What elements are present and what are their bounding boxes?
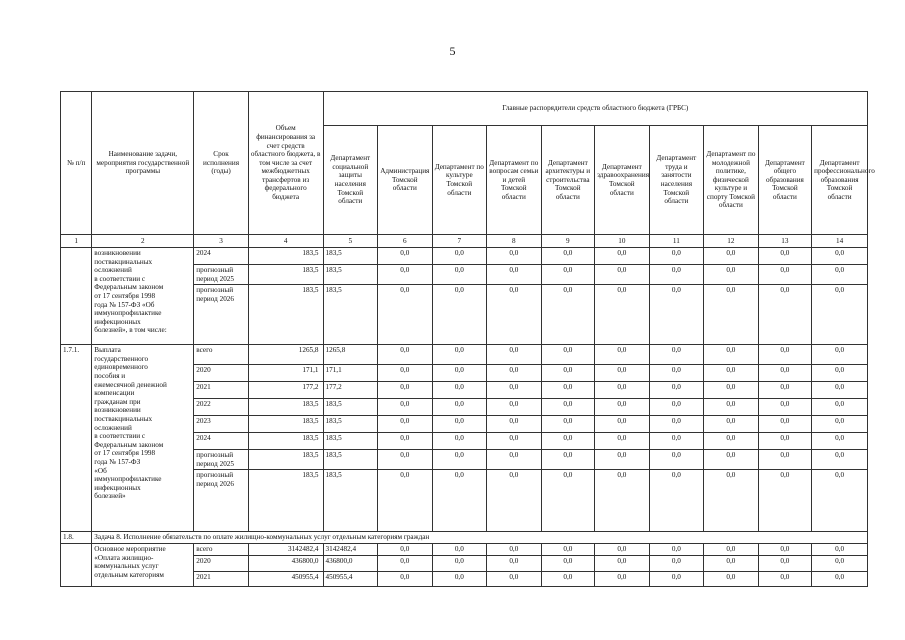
value-cell: 450955,4: [323, 571, 378, 586]
value-cell: 183,5: [323, 450, 378, 470]
value-cell: 183,5: [323, 285, 378, 345]
value-cell: 0,0: [432, 248, 487, 265]
volume-cell: 183,5: [248, 399, 323, 416]
row-number: 1.8.: [61, 532, 92, 544]
value-cell: 0,0: [432, 365, 487, 382]
value-cell: 0,0: [432, 543, 487, 555]
value-cell: 183,5: [323, 248, 378, 265]
volume-cell: 183,5: [248, 265, 323, 285]
value-cell: 171,1: [323, 365, 378, 382]
value-cell: 0,0: [378, 399, 433, 416]
row-number: [61, 248, 92, 345]
header-grbs-col: Департамент по молодежной политике, физической культуре и спорту Томской области: [704, 126, 759, 235]
term-cell: 2021: [194, 382, 249, 399]
volume-cell: 183,5: [248, 248, 323, 265]
value-cell: 183,5: [323, 470, 378, 532]
column-number: 3: [194, 235, 249, 248]
value-cell: 0,0: [432, 416, 487, 433]
value-cell: 0,0: [487, 571, 542, 586]
volume-cell: 436800,0: [248, 555, 323, 571]
value-cell: 0,0: [487, 450, 542, 470]
value-cell: 0,0: [595, 433, 650, 450]
column-number: 10: [595, 235, 650, 248]
value-cell: 0,0: [812, 285, 868, 345]
value-cell: 0,0: [378, 345, 433, 365]
term-cell: 2024: [194, 433, 249, 450]
column-number: 7: [432, 235, 487, 248]
value-cell: 0,0: [487, 365, 542, 382]
value-cell: 183,5: [323, 416, 378, 433]
value-cell: 0,0: [487, 248, 542, 265]
value-cell: 436800,0: [323, 555, 378, 571]
value-cell: 0,0: [541, 382, 595, 399]
value-cell: 0,0: [595, 450, 650, 470]
header-grbs-col: Департамент труда и занятости населения Томской области: [649, 126, 704, 235]
volume-cell: 450955,4: [248, 571, 323, 586]
value-cell: 0,0: [432, 433, 487, 450]
value-cell: 0,0: [758, 345, 812, 365]
value-cell: 0,0: [595, 285, 650, 345]
term-cell: прогнозный период 2026: [194, 470, 249, 532]
value-cell: 0,0: [595, 265, 650, 285]
column-number: 13: [758, 235, 812, 248]
term-cell: 2023: [194, 416, 249, 433]
volume-cell: 171,1: [248, 365, 323, 382]
value-cell: 0,0: [649, 399, 704, 416]
value-cell: 3142482,4: [323, 543, 378, 555]
term-cell: прогнозный период 2025: [194, 265, 249, 285]
value-cell: 0,0: [487, 543, 542, 555]
value-cell: 0,0: [649, 345, 704, 365]
value-cell: 0,0: [432, 470, 487, 532]
value-cell: 0,0: [812, 365, 868, 382]
header-grbs-col: Департамент архитектуры и строительства Томской области: [541, 126, 595, 235]
value-cell: 0,0: [812, 571, 868, 586]
value-cell: 0,0: [704, 571, 759, 586]
value-cell: 0,0: [541, 450, 595, 470]
value-cell: 0,0: [704, 416, 759, 433]
value-cell: 0,0: [704, 345, 759, 365]
value-cell: 0,0: [378, 555, 433, 571]
value-cell: 0,0: [704, 248, 759, 265]
value-cell: 0,0: [649, 265, 704, 285]
value-cell: 0,0: [704, 450, 759, 470]
value-cell: 0,0: [432, 399, 487, 416]
value-cell: 0,0: [541, 571, 595, 586]
term-cell: всего: [194, 345, 249, 365]
value-cell: 0,0: [595, 416, 650, 433]
value-cell: 0,0: [704, 382, 759, 399]
value-cell: 0,0: [432, 265, 487, 285]
value-cell: 0,0: [704, 285, 759, 345]
term-cell: 2024: [194, 248, 249, 265]
value-cell: 0,0: [432, 382, 487, 399]
term-cell: 2022: [194, 399, 249, 416]
measure-name: Выплата государственного единовременного пособия и ежемесячной денежной компенсации гражданам при возникновении поствакцинальных осложнений в соответствии с Федеральным законом от 17 сентября 1998 года № 157-ФЗ «Об иммунопрофилактике инфекционных болезней»: [92, 345, 194, 532]
value-cell: 0,0: [595, 571, 650, 586]
budget-table: [60, 91, 875, 587]
volume-cell: 183,5: [248, 450, 323, 470]
value-cell: 0,0: [649, 382, 704, 399]
value-cell: 0,0: [541, 265, 595, 285]
value-cell: 183,5: [323, 265, 378, 285]
value-cell: 0,0: [378, 470, 433, 532]
value-cell: 0,0: [758, 450, 812, 470]
value-cell: 0,0: [704, 265, 759, 285]
value-cell: 0,0: [758, 470, 812, 532]
value-cell: 0,0: [487, 345, 542, 365]
value-cell: 0,0: [812, 450, 868, 470]
value-cell: 0,0: [487, 285, 542, 345]
value-cell: 0,0: [649, 555, 704, 571]
value-cell: 0,0: [812, 345, 868, 365]
value-cell: 0,0: [812, 265, 868, 285]
value-cell: 0,0: [541, 345, 595, 365]
value-cell: 0,0: [812, 248, 868, 265]
column-number: 6: [378, 235, 433, 248]
measure-name: Основное мероприятие «Оплата жилищно- коммунальных услуг отдельным категориям: [92, 543, 194, 586]
value-cell: 0,0: [432, 345, 487, 365]
row-number: 1.7.1.: [61, 345, 92, 532]
task-title: Задача 8. Исполнение обязательств по оплате жилищно-коммунальных услуг отдельным категориям граждан: [92, 532, 868, 544]
value-cell: 0,0: [595, 365, 650, 382]
term-cell: прогнозный период 2026: [194, 285, 249, 345]
value-cell: 0,0: [378, 265, 433, 285]
value-cell: 0,0: [758, 365, 812, 382]
value-cell: 0,0: [649, 450, 704, 470]
column-number: 1: [61, 235, 92, 248]
header-volume: Объем финансирования за счет средств областного бюджета, в том числе за счет межбюджетных трансфертов из федерального бюджета: [248, 92, 323, 235]
volume-cell: 1265,8: [248, 345, 323, 365]
value-cell: 0,0: [378, 543, 433, 555]
value-cell: 0,0: [487, 265, 542, 285]
column-number: 14: [812, 235, 868, 248]
value-cell: 0,0: [432, 555, 487, 571]
value-cell: 0,0: [758, 399, 812, 416]
column-number: 11: [649, 235, 704, 248]
value-cell: 0,0: [487, 433, 542, 450]
value-cell: 0,0: [541, 248, 595, 265]
column-number: 12: [704, 235, 759, 248]
value-cell: 177,2: [323, 382, 378, 399]
value-cell: 1265,8: [323, 345, 378, 365]
value-cell: 0,0: [378, 285, 433, 345]
value-cell: 0,0: [649, 433, 704, 450]
value-cell: 0,0: [758, 555, 812, 571]
value-cell: 183,5: [323, 399, 378, 416]
value-cell: 183,5: [323, 433, 378, 450]
value-cell: 0,0: [378, 248, 433, 265]
value-cell: 0,0: [649, 470, 704, 532]
header-grbs-col: Департамент по культуре Томской области: [432, 126, 487, 235]
value-cell: 0,0: [649, 571, 704, 586]
value-cell: 0,0: [487, 399, 542, 416]
volume-cell: 183,5: [248, 285, 323, 345]
value-cell: 0,0: [487, 416, 542, 433]
volume-cell: 177,2: [248, 382, 323, 399]
value-cell: 0,0: [541, 433, 595, 450]
volume-cell: 3142482,4: [248, 543, 323, 555]
value-cell: 0,0: [432, 285, 487, 345]
value-cell: 0,0: [758, 285, 812, 345]
term-cell: 2020: [194, 555, 249, 571]
value-cell: 0,0: [704, 543, 759, 555]
value-cell: 0,0: [595, 555, 650, 571]
table-row: [61, 345, 868, 365]
value-cell: 0,0: [541, 285, 595, 345]
header-term: Срок исполнения (годы): [194, 92, 249, 235]
volume-cell: 183,5: [248, 416, 323, 433]
value-cell: 0,0: [541, 543, 595, 555]
header-grbs-col: Департамент общего образования Томской области: [758, 126, 812, 235]
value-cell: 0,0: [704, 399, 759, 416]
column-number: 5: [323, 235, 378, 248]
header-grbs-col: Департамент социальной защиты населения Томской области: [323, 126, 378, 235]
column-number: 8: [487, 235, 542, 248]
volume-cell: 183,5: [248, 470, 323, 532]
row-number: [61, 543, 92, 586]
value-cell: 0,0: [649, 543, 704, 555]
measure-name: возникновении поствакцинальных осложнений в соответствии с Федеральным законом от 17 сентября 1998 года № 157-ФЗ «Об иммунопрофилактике инфекционных болезней», в том числе:: [92, 248, 194, 345]
header-grbs-col: Администрация Томской области: [378, 126, 433, 235]
value-cell: 0,0: [595, 470, 650, 532]
value-cell: 0,0: [378, 416, 433, 433]
column-number: 9: [541, 235, 595, 248]
value-cell: 0,0: [595, 399, 650, 416]
column-number: 2: [92, 235, 194, 248]
value-cell: 0,0: [704, 433, 759, 450]
value-cell: 0,0: [758, 416, 812, 433]
value-cell: 0,0: [812, 382, 868, 399]
value-cell: 0,0: [649, 365, 704, 382]
table-row: [61, 543, 868, 555]
page-number: 5: [449, 44, 456, 58]
header-grbs-col: Департамент по вопросам семьи и детей Томской области: [487, 126, 542, 235]
value-cell: 0,0: [649, 416, 704, 433]
value-cell: 0,0: [595, 248, 650, 265]
value-cell: 0,0: [649, 248, 704, 265]
value-cell: 0,0: [812, 416, 868, 433]
value-cell: 0,0: [541, 470, 595, 532]
volume-cell: 183,5: [248, 433, 323, 450]
value-cell: 0,0: [487, 470, 542, 532]
value-cell: 0,0: [541, 555, 595, 571]
value-cell: 0,0: [812, 399, 868, 416]
term-cell: прогнозный период 2025: [194, 450, 249, 470]
value-cell: 0,0: [487, 382, 542, 399]
value-cell: 0,0: [595, 382, 650, 399]
value-cell: 0,0: [704, 470, 759, 532]
term-cell: всего: [194, 543, 249, 555]
value-cell: 0,0: [541, 416, 595, 433]
value-cell: 0,0: [812, 555, 868, 571]
term-cell: 2021: [194, 571, 249, 586]
value-cell: 0,0: [812, 433, 868, 450]
value-cell: 0,0: [432, 450, 487, 470]
value-cell: 0,0: [649, 285, 704, 345]
value-cell: 0,0: [378, 450, 433, 470]
value-cell: 0,0: [812, 470, 868, 532]
task-row: [61, 532, 868, 544]
header-name: Наименование задачи, мероприятия государственной программы: [92, 92, 194, 235]
value-cell: 0,0: [758, 248, 812, 265]
value-cell: 0,0: [704, 365, 759, 382]
table-row: [61, 248, 868, 265]
value-cell: 0,0: [541, 365, 595, 382]
value-cell: 0,0: [812, 543, 868, 555]
value-cell: 0,0: [595, 543, 650, 555]
header-grbs-col: Департамент профессионального образования Томской области: [812, 126, 868, 235]
value-cell: 0,0: [378, 433, 433, 450]
header-grbs-col: Департамент здравоохранения Томской области: [595, 126, 650, 235]
value-cell: 0,0: [758, 543, 812, 555]
value-cell: 0,0: [704, 555, 759, 571]
value-cell: 0,0: [378, 571, 433, 586]
value-cell: 0,0: [378, 382, 433, 399]
value-cell: 0,0: [378, 365, 433, 382]
value-cell: 0,0: [487, 555, 542, 571]
value-cell: 0,0: [595, 345, 650, 365]
value-cell: 0,0: [758, 382, 812, 399]
value-cell: 0,0: [758, 571, 812, 586]
value-cell: 0,0: [541, 399, 595, 416]
header-num: № п/п: [61, 92, 92, 235]
value-cell: 0,0: [758, 265, 812, 285]
column-number: 4: [248, 235, 323, 248]
term-cell: 2020: [194, 365, 249, 382]
value-cell: 0,0: [432, 571, 487, 586]
header-grbs: Главные распорядители средств областного бюджета (ГРБС): [323, 92, 867, 126]
value-cell: 0,0: [758, 433, 812, 450]
